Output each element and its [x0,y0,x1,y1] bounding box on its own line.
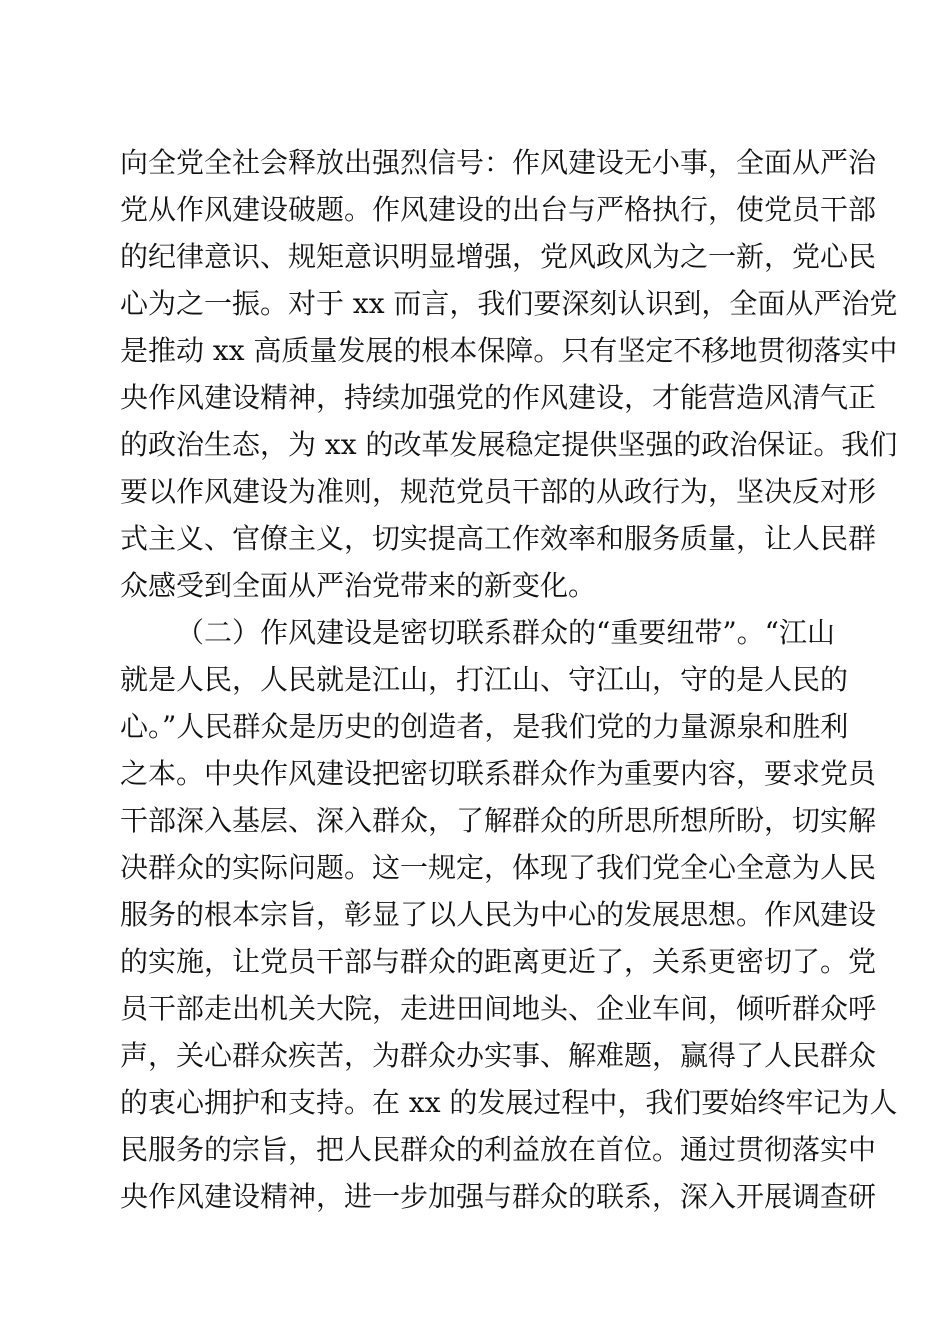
body-text-line: 党从作风建设破题。作风建设的出台与严格执行，使党员干部 [120,193,877,226]
body-text-line: 之本。中央作风建设把密切联系群众作为重要内容，要求党员 [120,757,877,790]
body-text-line: 就是人民，人民就是江山，打江山、守江山，守的是人民的 [120,663,849,696]
body-text-line: 是推动 xx 高质量发展的根本保障。只有坚定不移地贯彻落实中 [120,334,898,367]
body-text-line: 声，关心群众疾苦，为群众办实事、解难题，赢得了人民群众 [120,1039,877,1072]
body-text-line: 要以作风建设为准则，规范党员干部的从政行为，坚决反对形 [120,475,877,508]
body-text-line: 干部深入基层、深入群众，了解群众的所思所想所盼，切实解 [120,804,877,837]
section-heading-line: （二）作风建设是密切联系群众的“重要纽带”。“江山 [176,616,835,649]
body-text-line: 心。”人民群众是历史的创造者，是我们党的力量源泉和胜利 [120,710,849,743]
body-text-line: 服务的根本宗旨，彰显了以人民为中心的发展思想。作风建设 [120,898,877,931]
body-text-line: 的政治生态，为 xx 的改革发展稳定提供坚强的政治保证。我们 [120,428,898,461]
body-text-line: 民服务的宗旨，把人民群众的利益放在首位。通过贯彻落实中 [120,1133,877,1166]
body-text-line: 心为之一振。对于 xx 而言，我们要深刻认识到，全面从严治党 [120,287,898,320]
body-text-line: 决群众的实际问题。这一规定，体现了我们党全心全意为人民 [120,851,877,884]
body-text-line: 式主义、官僚主义，切实提高工作效率和服务质量，让人民群 [120,522,877,555]
body-text-line: 众感受到全面从严治党带来的新变化。 [120,569,597,602]
body-text-line: 央作风建设精神，进一步加强与群众的联系，深入开展调查研 [120,1180,877,1213]
body-text-line: 员干部走出机关大院，走进田间地头、企业车间，倾听群众呼 [120,992,877,1025]
body-text-line: 央作风建设精神，持续加强党的作风建设，才能营造风清气正 [120,381,877,414]
body-text-line: 的衷心拥护和支持。在 xx 的发展过程中，我们要始终牢记为人 [120,1086,898,1119]
body-text-line: 的纪律意识、规矩意识明显增强，党风政风为之一新，党心民 [120,240,877,273]
body-text-line: 的实施，让党员干部与群众的距离更近了，关系更密切了。党 [120,945,877,978]
body-text-line: 向全党全社会释放出强烈信号：作风建设无小事，全面从严治 [120,146,877,179]
